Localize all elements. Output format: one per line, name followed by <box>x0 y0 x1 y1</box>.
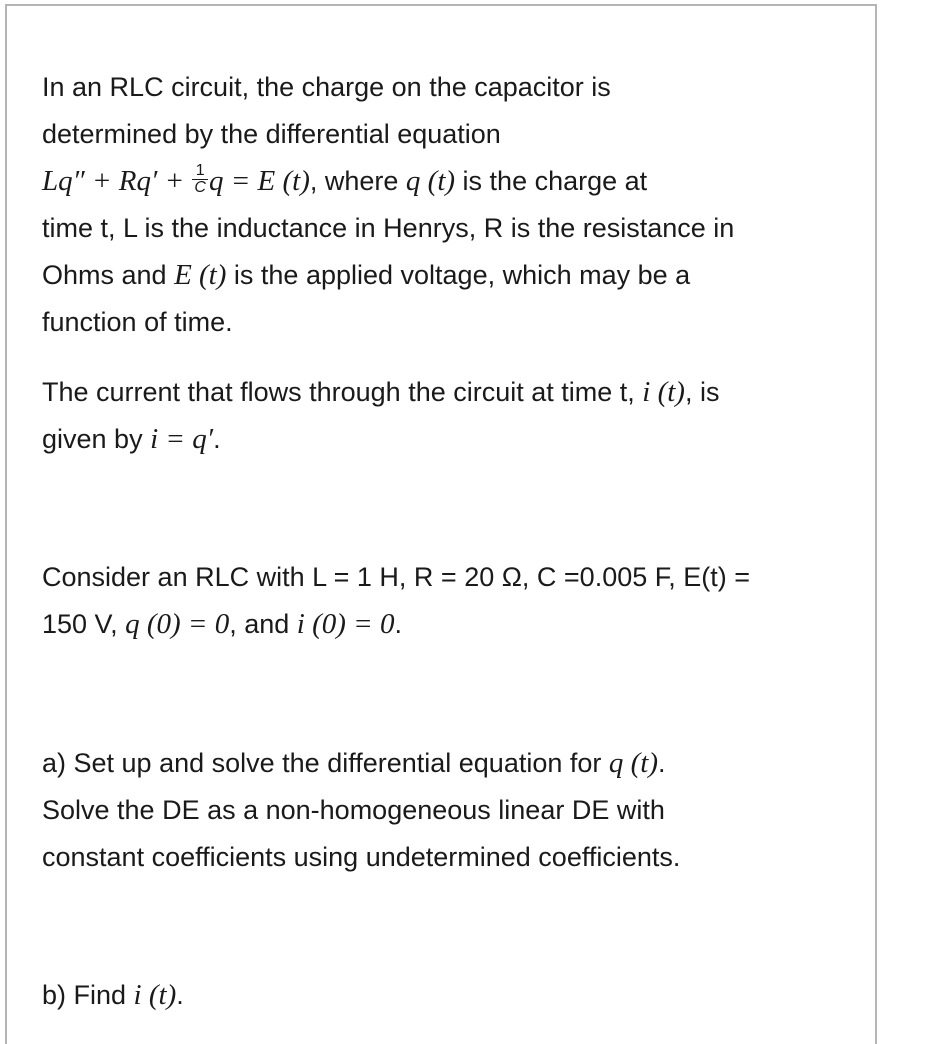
intro-line-4: time t, L is the inductance in Henrys, R is the resistance in <box>42 213 735 243</box>
de-equation-part-2: q = E (t) <box>208 165 310 197</box>
current-paragraph: The current that flows through the circuit at time t, i (t), is given by i = q′. <box>42 376 720 455</box>
intro-paragraph: In an RLC circuit, the charge on the capacitor is determined by the differential equation Lq″ + Rq′ + $\frac{1}{C}$ q = E (t), where q (t) is the charge at time t, L is the inductance in Henrys, R is the resistance in Ohms and E (t) is the applied voltage, which may be a function of time. <box>42 72 735 337</box>
given-values-paragraph: Consider an RLC with L = 1 H, R = 20 Ω, C =0.005 F, E(t) = 150 V, q (0) = 0, and i (0) = 0. <box>42 562 751 640</box>
de-equation-part-1: Lq″ + Rq′ + <box>42 165 192 197</box>
given-values-line-1: Consider an RLC with L = 1 H, R = 20 Ω, C =0.005 F, E(t) = <box>42 562 751 592</box>
initial-charge: q (0) = 0 <box>125 608 230 640</box>
part-a-paragraph: a) Set up and solve the differential equation for q (t). Solve the DE as a non-homogeneous linear DE with constant coefficients using undetermined coefficients. <box>42 747 681 872</box>
intro-line-6: function of time. <box>42 307 233 337</box>
part-b-paragraph: b) Find i (t). <box>42 979 184 1011</box>
one-over-c-fraction: $\frac{1}{C}$ <box>194 162 206 197</box>
part-a-line-3: constant coefficients using undetermined coefficients. <box>42 842 681 872</box>
part-b-current-function: i (t) <box>133 979 177 1011</box>
initial-current: i (0) = 0 <box>296 608 395 640</box>
part-a-charge-function: q (t) <box>608 747 659 779</box>
voltage-function: E (t) <box>174 259 227 291</box>
charge-function: q (t) <box>405 165 456 197</box>
intro-line-2: determined by the differential equation <box>42 119 501 149</box>
current-function: i (t) <box>642 376 685 408</box>
intro-line-1: In an RLC circuit, the charge on the capacitor is <box>42 72 611 102</box>
current-definition: i = q′ <box>150 423 214 455</box>
part-a-line-2: Solve the DE as a non-homogeneous linear DE with <box>42 795 665 825</box>
